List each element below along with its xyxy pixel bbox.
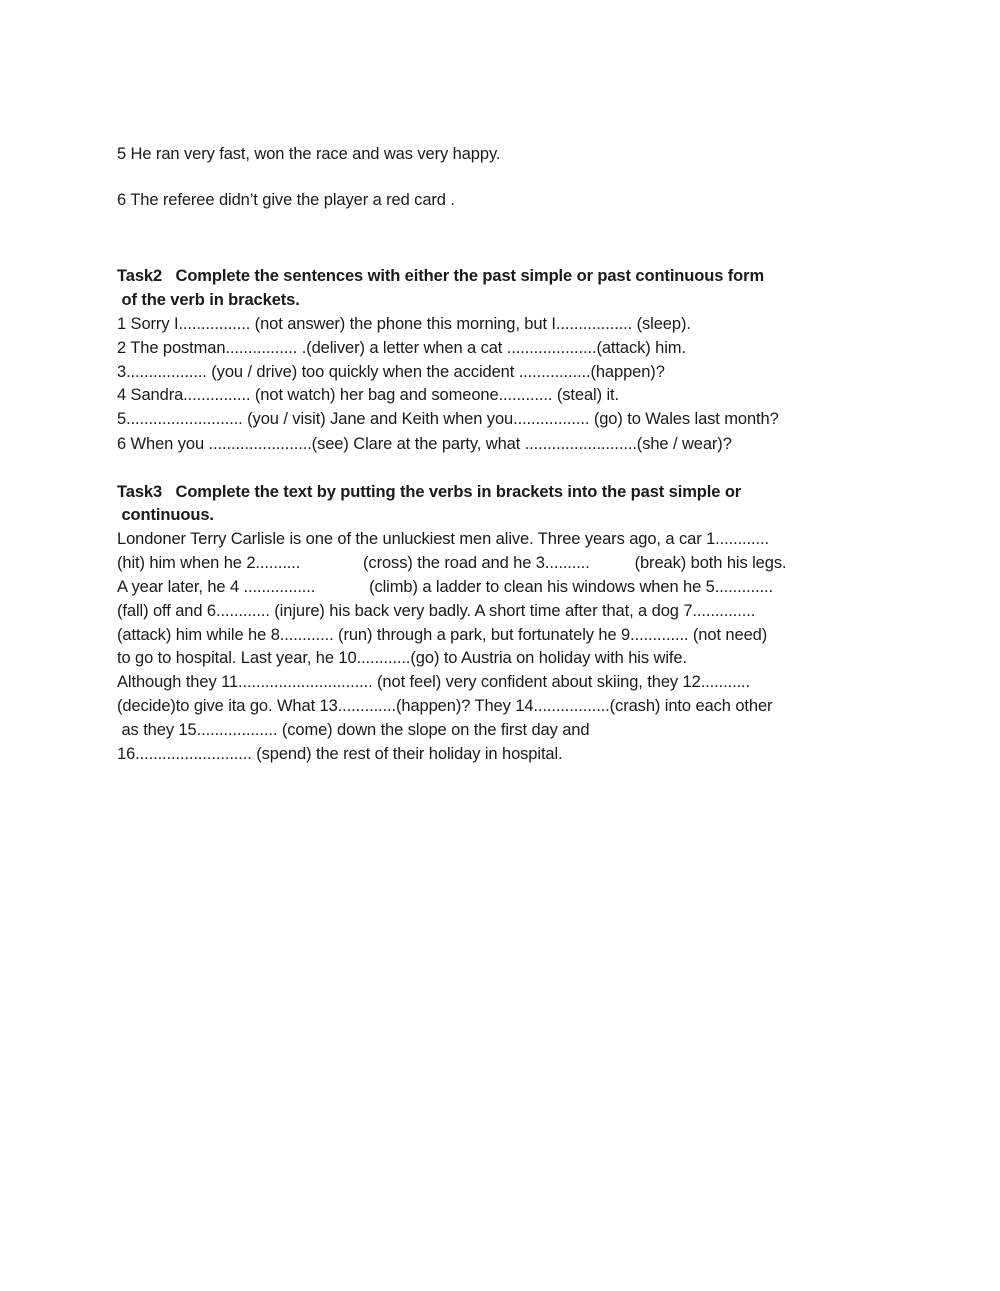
task1-item-6: 6 The referee didn’t give the player a red card . [117,191,455,209]
task3-text-line: to go to hospital. Last year, he 10............(go) to Austria on holiday with his wife. [117,649,687,667]
task2-item: 1 Sorry I................ (not answer) the phone this morning, but I................. (sleep). [117,315,691,333]
task2-item: 4 Sandra............... (not watch) her bag and someone............ (steal) it. [117,386,620,404]
task3-text-line: A year later, he 4 ................ (climb) a ladder to clean his windows when he 5............. [117,578,774,596]
task3-text-line: (hit) him when he 2.......... (cross) the road and he 3.......... (break) both his legs. [117,554,787,572]
task2-item: 3.................. (you / drive) too quickly when the accident ................(happen)? [117,363,665,381]
task3-text-line: as they 15.................. (come) down the slope on the first day and [117,721,590,739]
task3-text-line: (decide)to give ita go. What 13.............(happen)? They 14.................(crash) into each other [117,697,773,715]
task3-heading-cont: continuous. [117,506,214,524]
task2-item: 5.......................... (you / visit) Jane and Keith when you................. (go) to Wales last month? [117,410,779,428]
task2-heading-cont: of the verb in brackets. [117,291,300,309]
task2-item: 2 The postman................ .(deliver) a letter when a cat ....................(attack) him. [117,339,686,357]
task3-text-line: 16.......................... (spend) the rest of their holiday in hospital. [117,745,563,763]
task3-text-line: Londoner Terry Carlisle is one of the unluckiest men alive. Three years ago, a car 1............ [117,530,769,548]
task3-text-line: (fall) off and 6............ (injure) his back very badly. A short time after that, a dog 7.............. [117,602,756,620]
task2-item: 6 When you .......................(see) Clare at the party, what .........................(she / wear)? [117,435,732,453]
task3-heading: Task3 Complete the text by putting the verbs in brackets into the past simple or [117,483,742,501]
task2-heading: Task2 Complete the sentences with either the past simple or past continuous form [117,267,765,285]
task3-text-line: (attack) him while he 8............ (run) through a park, but fortunately he 9............. (not need) [117,626,768,644]
task3-text-line: Although they 11.............................. (not feel) very confident about skiing, they 12........... [117,673,751,691]
task1-item-5: 5 He ran very fast, won the race and was very happy. [117,145,501,163]
